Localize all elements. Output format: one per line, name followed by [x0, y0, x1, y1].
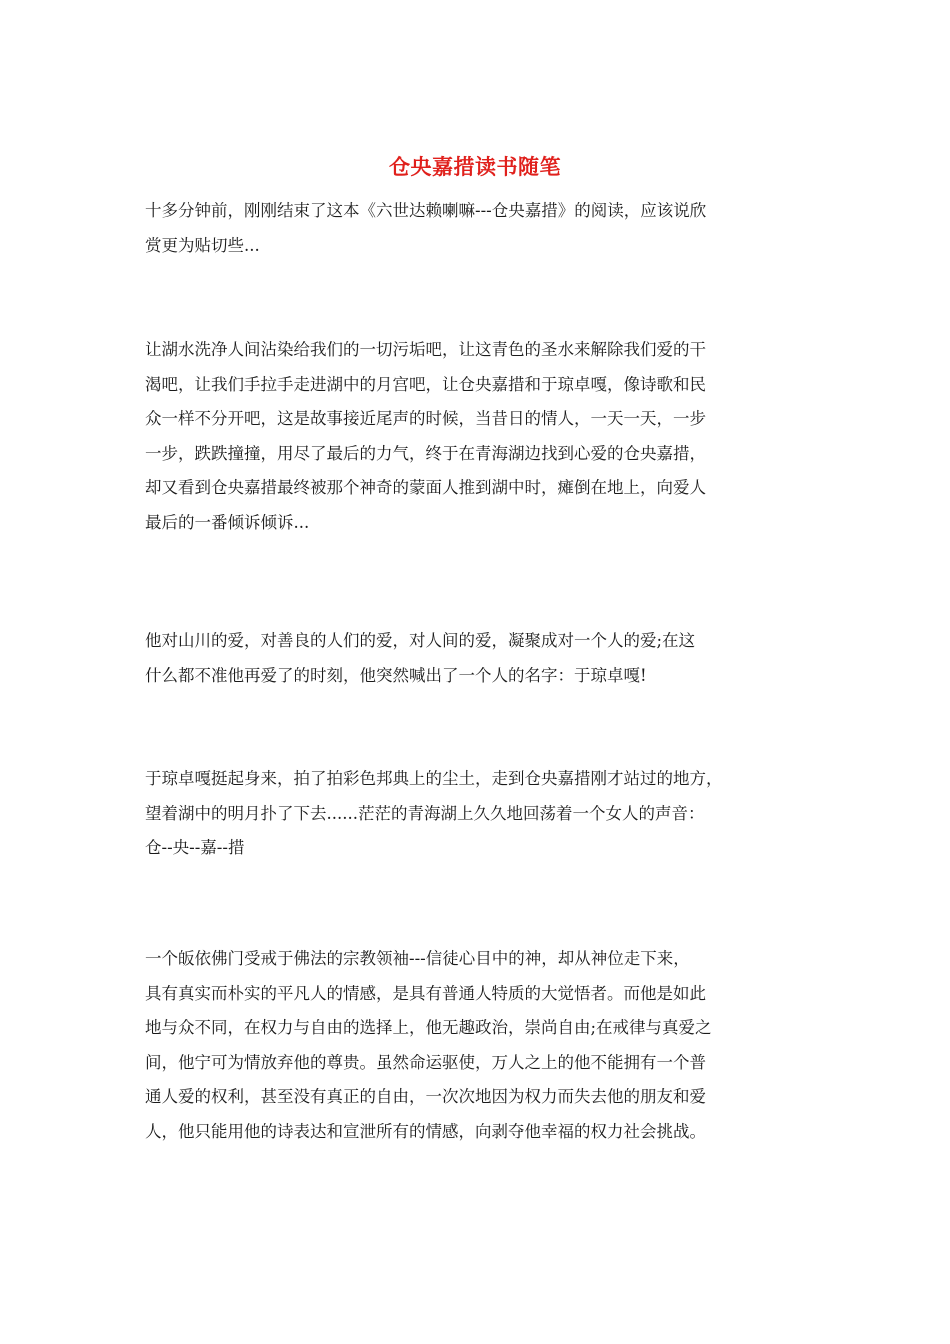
paragraph-line: 最后的一番倾诉倾诉...	[145, 512, 310, 532]
paragraph-line: 望着湖中的明月扑了下去......茫茫的青海湖上久久地回荡着一个女人的声音：	[145, 803, 705, 823]
paragraph-line: 间，他宁可为情放弃他的尊贵。虽然命运驱使，万人之上的他不能拥有一个普	[145, 1052, 706, 1072]
paragraph-line: 于琼卓嘎挺起身来，拍了拍彩色邦典上的尘土，走到仓央嘉措刚才站过的地方，	[145, 769, 723, 788]
paragraph-line: 一步，跌跌撞撞，用尽了最后的力气，终于在青海湖边找到心爱的仓央嘉措，	[145, 443, 706, 463]
paragraph-line: 什么都不准他再爱了的时刻，他突然喊出了一个人的名字：于琼卓嘎!	[145, 665, 647, 685]
paragraph-line: 赏更为贴切些...	[145, 235, 260, 255]
paragraph-4	[145, 762, 723, 866]
paragraph-line: 人，他只能用他的诗表达和宣泄所有的情感，向剥夺他幸福的权力社会挑战。	[145, 1121, 706, 1141]
paragraph-line: 一个皈依佛门受戒于佛法的宗教领袖---信徒心目中的神，却从神位走下来，	[145, 949, 690, 968]
paragraph-line: 十多分钟前，刚刚结束了这本《六世达赖喇嘛---仓央嘉措》的阅读，应该说欣	[145, 201, 707, 220]
paragraph-2	[145, 333, 706, 540]
paragraph-line: 仓--央--嘉--措	[145, 838, 245, 857]
paragraph-5	[145, 942, 712, 1149]
paragraph-3	[145, 624, 695, 693]
paragraph-line: 让湖水洗净人间沾染给我们的一切污垢吧，让这青色的圣水来解除我们爱的干	[145, 340, 706, 359]
paragraph-line: 却又看到仓央嘉措最终被那个神奇的蒙面人推到湖中时，瘫倒在地上，向爱人	[145, 478, 706, 497]
paragraph-line: 地与众不同，在权力与自由的选择上，他无趣政治，崇尚自由;在戒律与真爱之	[145, 1018, 712, 1037]
paragraph-1	[145, 194, 706, 263]
paragraph-line: 他对山川的爱，对善良的人们的爱，对人间的爱，凝聚成对一个人的爱;在这	[145, 631, 696, 650]
paragraph-line: 众一样不分开吧，这是故事接近尾声的时候，当昔日的情人，一天一天，一步	[145, 409, 706, 428]
paragraph-line: 渴吧，让我们手拉手走进湖中的月宫吧，让仓央嘉措和于琼卓嘎，像诗歌和民	[145, 374, 706, 394]
paragraph-line: 具有真实而朴实的平凡人的情感，是具有普通人特质的大觉悟者。而他是如此	[145, 983, 706, 1003]
paragraph-line: 通人爱的权利，甚至没有真正的自由，一次次地因为权力而失去他的朋友和爱	[145, 1087, 706, 1106]
document-title: 仓央嘉措读书随笔	[389, 154, 561, 179]
